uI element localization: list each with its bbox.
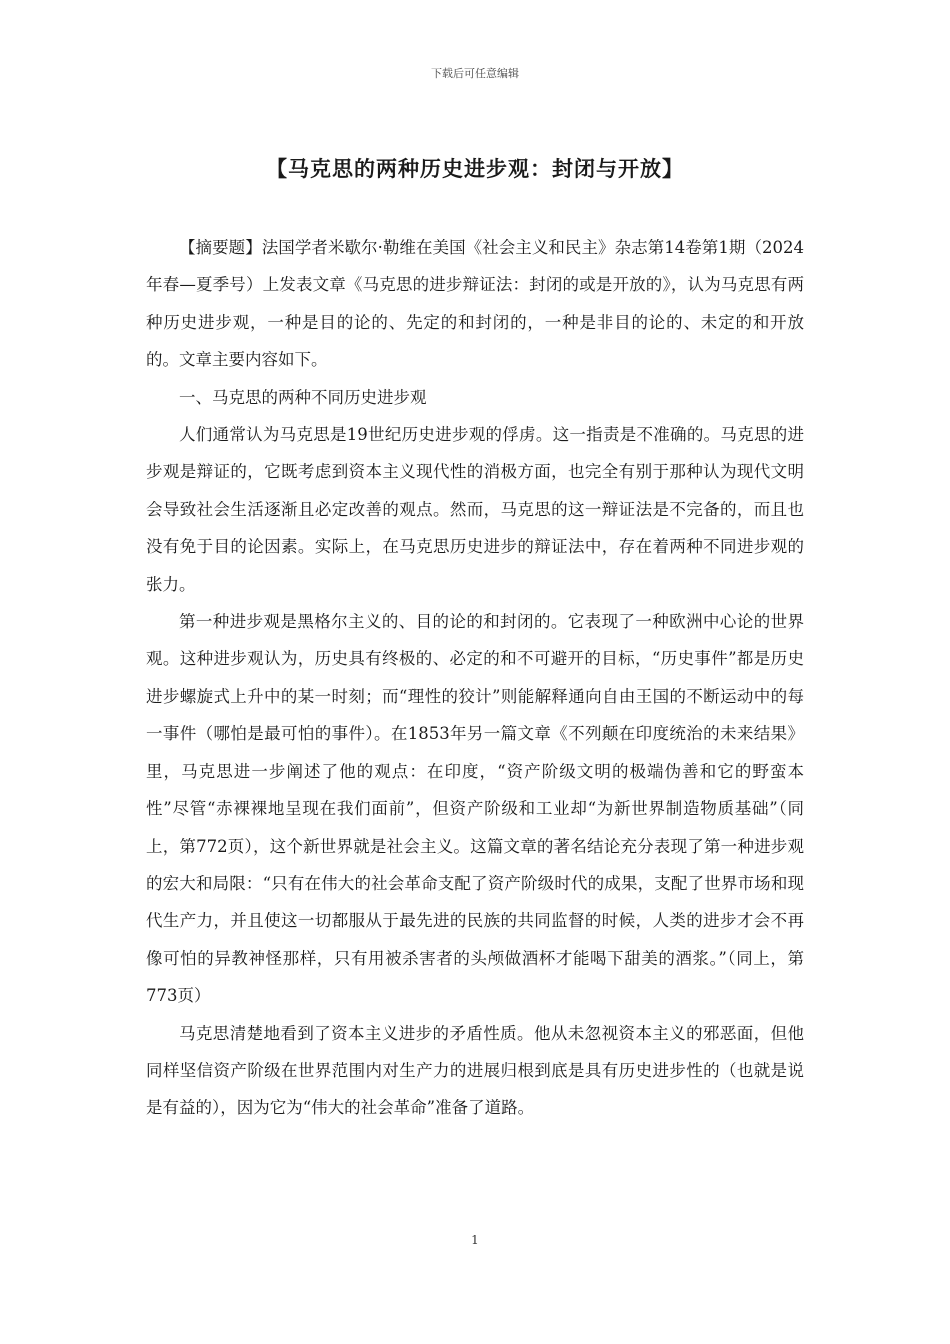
body-paragraph: 第一种进步观是黑格尔主义的、目的论的和封闭的。它表现了一种欧洲中心论的世界观。这种进步观认为，历史具有终极的、必定的和不可避开的目标，“历史事件”都是历史进步螺旋式上升中的某一时刻；而“理性的狡计”则能解释通向自由王国的不断运动中的每一事件（哪怕是最可怕的事件）。在1853年另一篇文章《不列颠在印度统治的未来结果》里，马克思进一步阐述了他的观点：在印度，“资产阶级文明的极端伪善和它的野蛮本性”尽管“赤裸裸地呈现在我们面前”，但资产阶级和工业却“为新世界制造物质基础”（同上，第772页），这个新世界就是社会主义。这篇文章的著名结论充分表现了第一种进步观的宏大和局限：“只有在伟大的社会革命支配了资产阶级时代的成果，支配了世界市场和现代生产力，并且使这一切都服从于最先进的民族的共同监督的时候，人类的进步才会不再像可怕的异教神怪那样，只有用被杀害者的头颅做酒杯才能喝下甜美的酒浆。”（同上，第773页） (146, 612, 804, 1006)
body-paragraph: 马克思清楚地看到了资本主义进步的矛盾性质。他从未忽视资本主义的邪恶面，但他同样坚信资产阶级在世界范围内对生产力的进展归根到底是具有历史进步性的（也就是说是有益的），因为它为“伟大的社会革命”准备了道路。 (146, 1023, 804, 1118)
document-body (146, 229, 804, 1127)
body-paragraph: 人们通常认为马克思是19世纪历史进步观的俘虏。这一指责是不准确的。马克思的进步观是辩证的，它既考虑到资本主义现代性的消极方面，也完全有别于那种认为现代文明会导致社会生活逐渐且必定改善的观点。然而，马克思的这一辩证法是不完备的，而且也没有免于目的论因素。实际上，在马克思历史进步的辩证法中，存在着两种不同进步观的张力。 (146, 425, 804, 594)
abstract-paragraph: 【摘要题】法国学者米歇尔·勒维在美国《社会主义和民主》杂志第14卷第1期（2024年春—夏季号）上发表文章《马克思的进步辩证法：封闭的或是开放的》，认为马克思有两种历史进步观，一种是目的论的、先定的和封闭的，一种是非目的论的、未定的和开放的。文章主要内容如下。 (146, 238, 804, 370)
section-heading: 一、马克思的两种不同历史进步观 (179, 387, 427, 407)
document-title: 【马克思的两种历史进步观：封闭与开放】 (266, 157, 684, 181)
page-number: 1 (471, 1233, 479, 1247)
page-header-note: 下载后可任意编辑 (431, 67, 519, 80)
